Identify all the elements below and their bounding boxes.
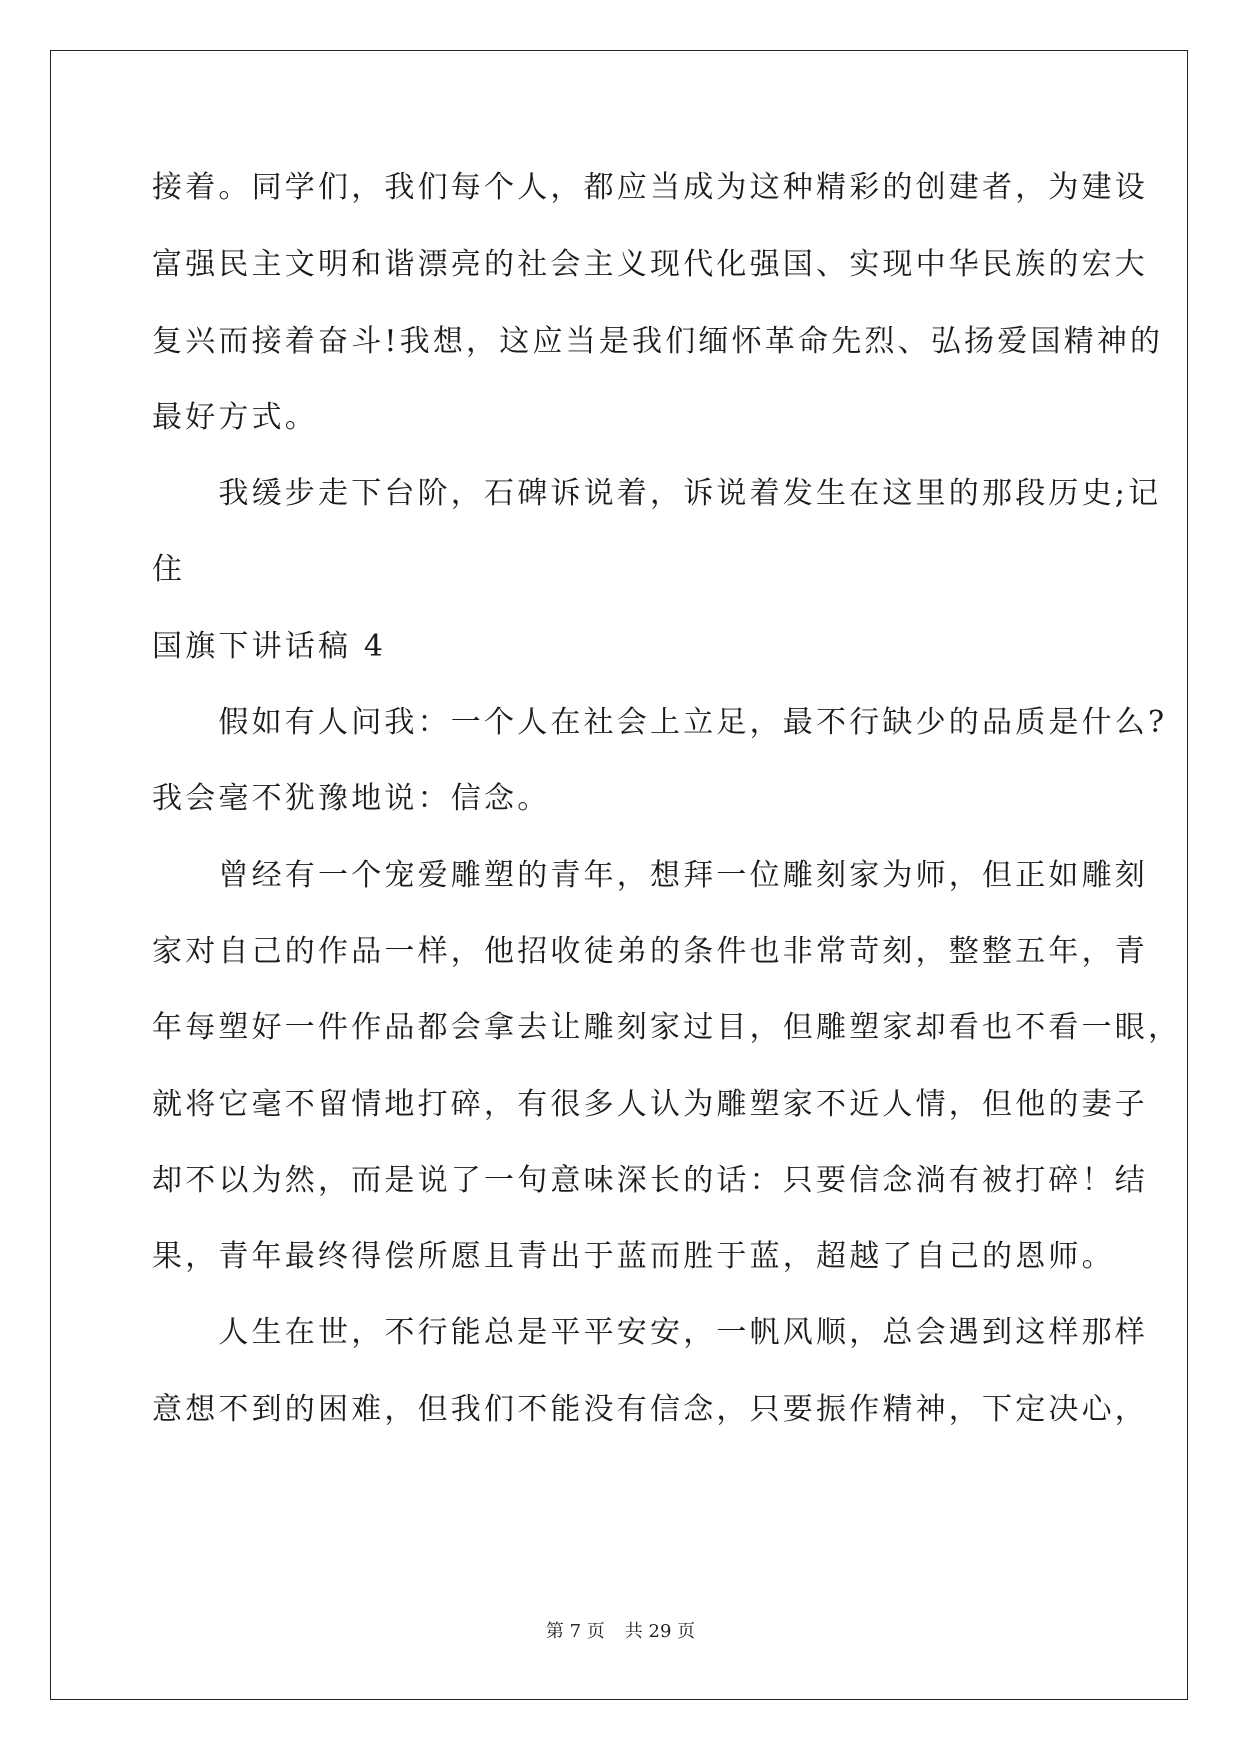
text-line: 假如有人问我：一个人在社会上立足，最不行缺少的品质是什么? <box>152 705 1168 740</box>
text-line: 却不以为然，而是说了一句意味深长的话：只要信念淌有被打碎！结 <box>152 1163 1148 1198</box>
text-line: 就将它毫不留情地打碎，有很多人认为雕塑家不近人情，但他的妻子 <box>152 1087 1148 1122</box>
text-line: 住 <box>152 552 186 587</box>
text-line: 曾经有一个宠爱雕塑的青年，想拜一位雕刻家为师，但正如雕刻 <box>152 858 1148 893</box>
text-line: 接着。同学们，我们每个人，都应当成为这种精彩的创建者，为建设 <box>152 170 1148 205</box>
text-line: 意想不到的困难，但我们不能没有信念，只要振作精神，下定决心， <box>152 1392 1148 1427</box>
page-number: 第 7 页 <box>545 1621 605 1642</box>
text-line: 年每塑好一件作品都会拿去让雕刻家过目，但雕塑家却看也不看一眼， <box>152 1010 1182 1045</box>
text-line: 复兴而接着奋斗!我想，这应当是我们缅怀革命先烈、弘扬爱国精神的 <box>152 324 1164 359</box>
page-total: 共 29 页 <box>624 1621 696 1642</box>
text-line: 家对自己的作品一样，他招收徒弟的条件也非常苛刻，整整五年，青 <box>152 934 1148 969</box>
text-line: 人生在世，不行能总是平平安安，一帆风顺，总会遇到这样那样 <box>152 1315 1148 1350</box>
text-line: 最好方式。 <box>152 400 318 435</box>
page-footer <box>0 1620 1241 1644</box>
text-line: 富强民主文明和谐漂亮的社会主义现代化强国、实现中华民族的宏大 <box>152 247 1148 282</box>
section-heading: 国旗下讲话稿 4 <box>152 629 387 664</box>
text-line: 我缓步走下台阶，石碑诉说着，诉说着发生在这里的那段历史;记 <box>152 476 1162 511</box>
text-line: 我会毫不犹豫地说：信念。 <box>152 781 551 816</box>
text-line: 果，青年最终得偿所愿且青出于蓝而胜于蓝，超越了自己的恩师。 <box>152 1239 1115 1274</box>
